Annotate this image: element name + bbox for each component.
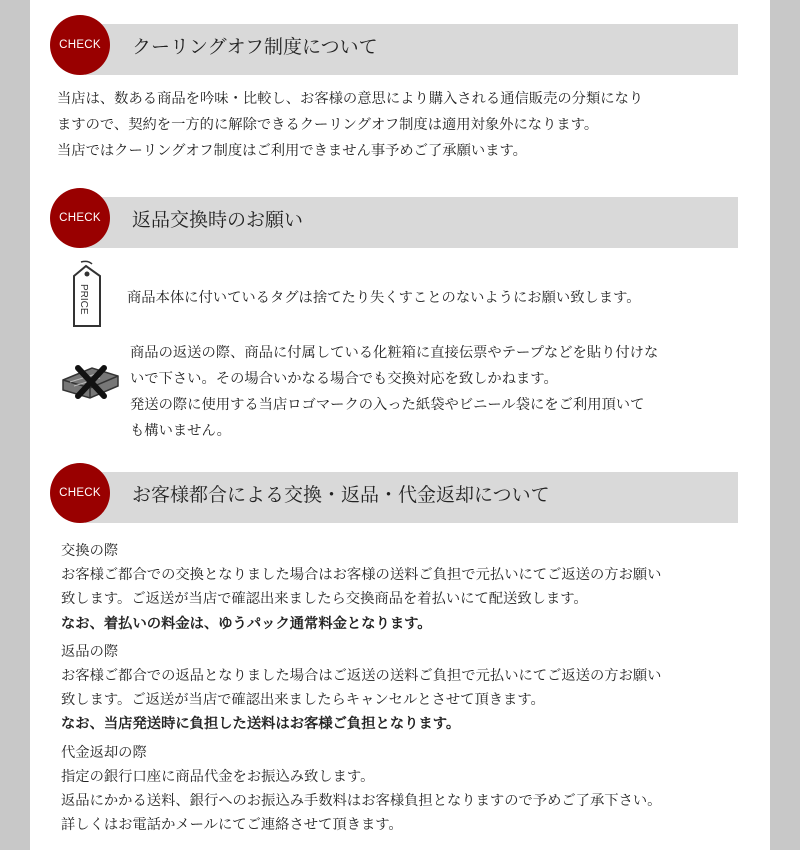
section-header-cooling-off [50, 15, 738, 75]
return-note: なお、当店発送時に負担した送料はお客様ご負担となります。 [61, 716, 461, 733]
content-panel [30, 0, 770, 850]
exchange-heading: 交換の際 [61, 543, 119, 559]
tag-notice [127, 285, 641, 311]
text-line: 指定の銀行口座に商品代金をお振込み致します。 [61, 768, 375, 785]
text-line: 発送の際に使用する当店ロゴマークの入った紙袋やビニール袋にをご利用頂いて [130, 397, 645, 413]
text-line: 当店は、数ある商品を吟味・比較し、お客様の意思により購入される通信販売の分類になり [57, 91, 644, 107]
text-line: 返品にかかる送料、銀行へのお振込み手数料はお客様負担となりますので予めご了承下さい。 [61, 792, 662, 809]
section-title: 返品交換時のお願い [132, 209, 304, 231]
exchange-note: なお、着払いの料金は、ゆうパック通常料金となります。 [61, 615, 432, 632]
text-line: 当店ではクーリングオフ制度はご利用できません事予めご了承願います。 [57, 143, 527, 159]
check-badge: CHECK [50, 188, 110, 248]
text-line: も構いません。 [130, 423, 231, 439]
customer-return-text [61, 539, 661, 837]
section-title: お客様都合による交換・返品・代金返却について [132, 484, 550, 506]
price-tag-text: PRICE [78, 284, 89, 315]
text-line: 致します。ご返送が当店で確認出来ましたら交換商品を着払いにて配送致します。 [61, 591, 588, 608]
check-badge: CHECK [50, 15, 110, 75]
return-heading: 返品の際 [61, 643, 119, 660]
text-line: お客様ご都合での返品となりました場合はご返送の送料ご負担で元払いにてご返送の方お願い [61, 667, 662, 684]
price-tag-icon [70, 260, 106, 328]
text-line: 商品の返送の際、商品に付属している化粧箱に直接伝票やテープなどを貼り付けな [130, 345, 659, 361]
text-line: 致します。ご返送が当店で確認出来ましたらキャンセルとさせて頂きます。 [61, 692, 545, 709]
check-badge: CHECK [50, 463, 110, 523]
section-header-return-request [50, 188, 738, 248]
text-line: ますので、契約を一方的に解除できるクーリングオフ制度は適用対象外になります。 [57, 117, 599, 133]
box-notice [130, 340, 658, 444]
no-tape-on-box-icon [60, 360, 122, 402]
cooling-off-text [57, 86, 643, 164]
text-line: 商品本体に付いているタグは捨てたり失くすことのないようにお願い致します。 [127, 290, 641, 306]
section-title: クーリングオフ制度について [132, 36, 378, 58]
text-line: お客様ご都合での交換となりました場合はお客様の送料ご負担で元払いにてご返送の方お願い [61, 567, 662, 584]
text-line: 詳しくはお電話かメールにてご連絡させて頂きます。 [61, 817, 403, 834]
section-header-customer-return [50, 463, 738, 523]
refund-heading: 代金返却の際 [61, 744, 147, 761]
text-line: いで下さい。その場合いかなる場合でも交換対応を致しかねます。 [130, 371, 558, 387]
